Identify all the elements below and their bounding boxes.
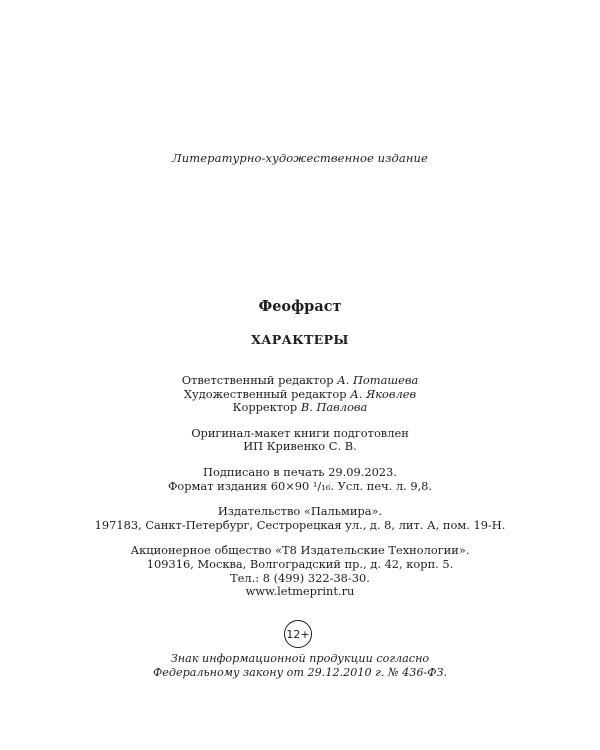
law-note-line: Знак информационной продукции согласно	[170, 652, 430, 665]
publisher-line: Издательство «Пальмира».	[217, 504, 383, 519]
layout-credit-line: ИП Кривенко С. В.	[243, 439, 357, 454]
credit-line	[0, 401, 600, 415]
credit-person: В. Павлова	[300, 400, 368, 415]
credits-block	[0, 374, 600, 415]
printer-block	[0, 544, 600, 598]
printer-line: Акционерное общество «Т8 Издательские Технологии».	[130, 543, 470, 558]
credit-line	[0, 388, 600, 402]
printer-line: 109316, Москва, Волгоградский пр., д. 42, корп. 5.	[146, 556, 454, 571]
age-rating-badge: 12+	[284, 620, 312, 648]
law-note-line: Федеральному закону от 29.12.2010 г. № 436-ФЗ.	[152, 665, 448, 679]
printer-website: www.letmeprint.ru	[245, 584, 355, 599]
publisher-block	[0, 505, 600, 532]
author-name: Феофраст	[258, 298, 342, 315]
publisher-line: 197183, Санкт-Петербург, Сестрорецкая ул., д. 8, лит. А, пом. 19-Н.	[94, 517, 506, 532]
layout-credit-line: Оригинал-макет книги подготовлен	[191, 425, 409, 440]
imprint-details	[0, 374, 600, 611]
credit-role: Корректор	[232, 400, 301, 415]
layout-credit-block	[0, 427, 600, 454]
credit-person: А. Поташева	[337, 373, 419, 387]
law-note	[0, 652, 600, 679]
edition-type: Литературно-художественное издание	[172, 151, 428, 165]
book-title: ХАРАКТЕРЫ	[251, 332, 349, 347]
credit-role: Ответственный редактор	[181, 373, 338, 387]
print-info-line: Формат издания 60×90 ¹/₁₆. Усл. печ. л. 9,8.	[167, 478, 433, 493]
credit-line	[0, 374, 600, 388]
printer-line: Тел.: 8 (499) 322-38-30.	[230, 570, 370, 585]
print-info-block	[0, 466, 600, 493]
credit-role: Художественный редактор	[183, 386, 351, 401]
print-info-line: Подписано в печать 29.09.2023.	[203, 464, 397, 479]
credit-person: А. Яковлев	[350, 386, 417, 401]
